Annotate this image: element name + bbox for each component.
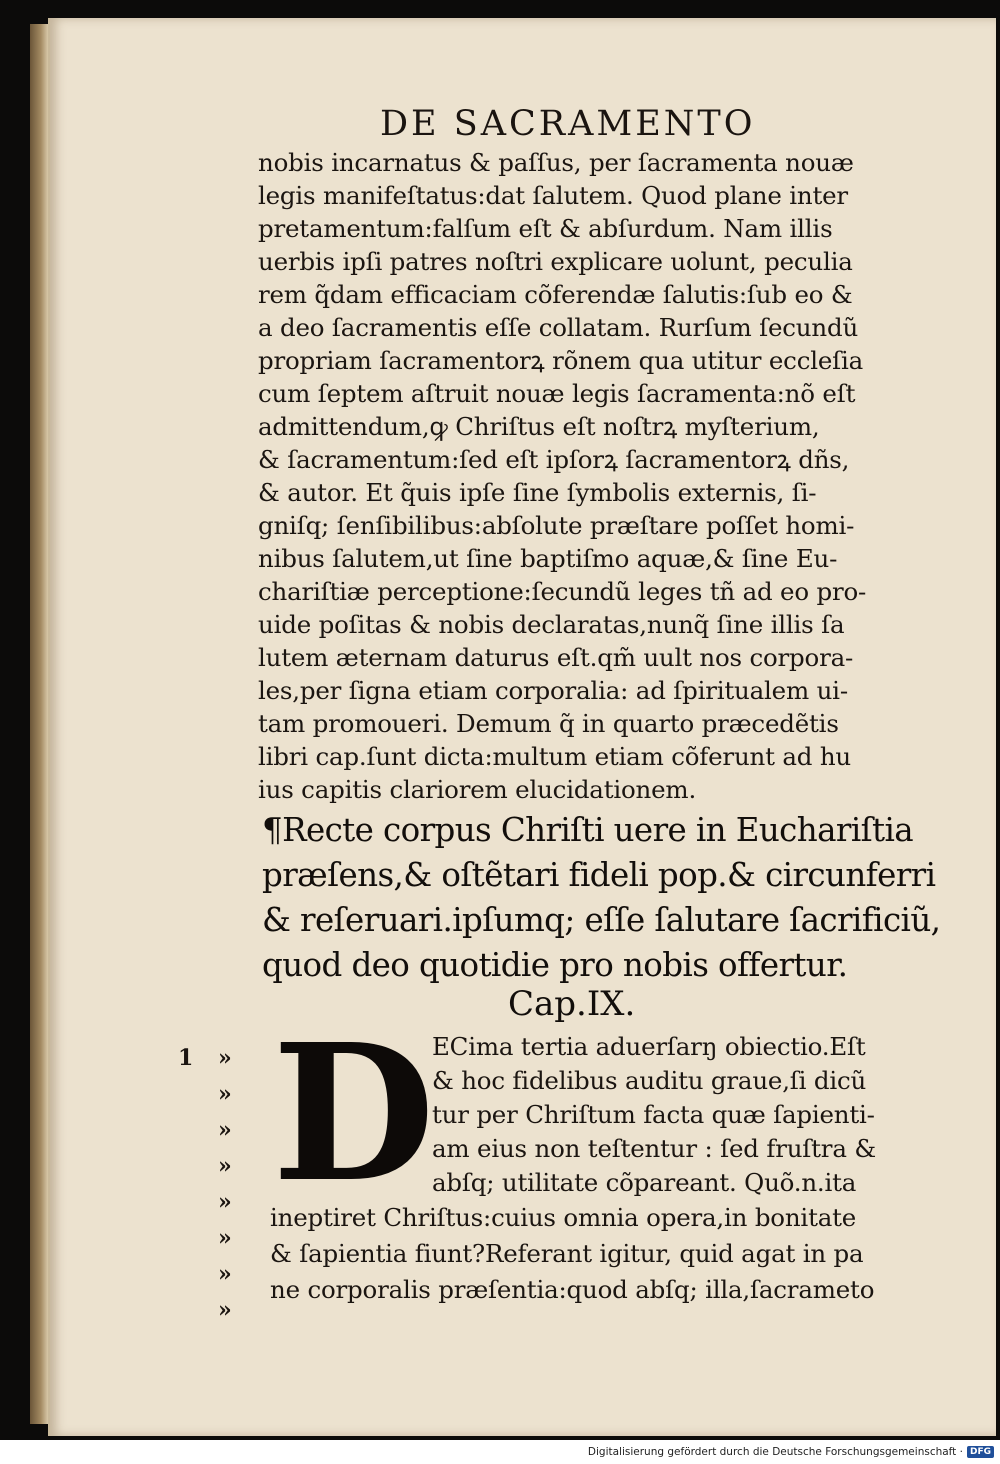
- text-line: abſq; utilitate cõpareant. Quõ.n.ita: [432, 1168, 857, 1197]
- text-line: tam promoueri. Demum q̃ in quarto præcedẽtis: [258, 709, 839, 738]
- text-line: les,per ſigna etiam corporalia: ad ſpiritualem ui-: [258, 676, 848, 705]
- text-line: propriam ſacramentorꝝ rõnem qua utitur eccleſia: [258, 346, 864, 375]
- text-line: lutem æternam daturus eſt.qm̃ uult nos corpora-: [258, 643, 854, 672]
- margin-mark: [178, 1040, 258, 1076]
- text-line: & autor. Et q̃uis ipſe ſine ſymbolis externis, ſi-: [258, 478, 817, 507]
- text-line: & hoc fidelibus auditu graue,ſi dicũ: [432, 1066, 867, 1095]
- margin-quote-marks: [178, 1040, 258, 1328]
- quote-mark: »: [218, 1261, 232, 1287]
- text-line: nibus ſalutem,ut ſine baptiſmo aquæ,& ſine Eu-: [258, 544, 838, 573]
- text-line: uide poſitas & nobis declaratas,nunq̃ ſine illis ſa: [258, 610, 845, 639]
- digitization-credit: [588, 1444, 994, 1460]
- text-line: cum ſeptem aſtruit nouæ legis ſacramenta:nõ eſt: [258, 379, 856, 408]
- text-line: pretamentum:falſum eſt & abſurdum. Nam illis: [258, 214, 833, 243]
- text-line: nobis incarnatus & paſſus, per ſacramenta nouæ: [258, 148, 854, 177]
- margin-number: 1: [178, 1045, 194, 1071]
- quote-mark: »: [218, 1189, 232, 1215]
- text-line: & ſacramentum:ſed eſt ipſorꝝ ſacramentorꝝ dñs,: [258, 445, 850, 474]
- text-line: admittendum,ꝙ Chriſtus eſt noſtrꝝ myſterium,: [258, 412, 820, 441]
- text-line: ECima tertia aduerſarŋ obiectio.Eſt: [432, 1032, 866, 1061]
- heading-line: ¶Recte corpus Chriſti uere in Euchariſtia: [262, 811, 914, 849]
- margin-mark: [178, 1184, 258, 1220]
- dfg-logo[interactable]: DFG: [967, 1446, 994, 1458]
- quote-mark: »: [218, 1117, 232, 1143]
- text-line: libri cap.ſunt dicta:multum etiam cõferunt ad hu: [258, 742, 851, 771]
- text-line: & ſapientia fiunt?Referant igitur, quid agat in pa: [270, 1239, 864, 1268]
- text-line: ius capitis clariorem elucidationem.: [258, 775, 697, 804]
- text-line: ne corporalis præſentia:quod abſq; illa,ſacrameto: [270, 1275, 875, 1304]
- quote-mark: »: [218, 1081, 232, 1107]
- decorated-initial: D: [272, 1003, 436, 1224]
- text-line: am eius non teſtentur : ſed fruſtra &: [432, 1134, 876, 1163]
- margin-mark: [178, 1220, 258, 1256]
- margin-mark: [178, 1076, 258, 1112]
- initial-text-block: [432, 1030, 952, 1200]
- text-line: uerbis ipſi patres noſtri explicare uolunt, peculia: [258, 247, 853, 276]
- text-line: ineptiret Chriſtus:cuius omnia opera,in bonitate: [270, 1203, 857, 1232]
- chapter-heading: [262, 808, 952, 988]
- running-head: DE SACRAMENTO: [380, 104, 756, 144]
- quote-mark: »: [218, 1153, 232, 1179]
- text-line: chariſtiæ perceptione:ſecundũ leges tñ ad eo pro-: [258, 577, 867, 606]
- margin-mark: [178, 1292, 258, 1328]
- text-line: gniſq; ſenſibilibus:abſolute præſtare poſſet homi-: [258, 511, 855, 540]
- text-line: tur per Chriſtum facta quæ ſapienti-: [432, 1100, 875, 1129]
- heading-line: quod deo quotidie pro nobis offertur.: [262, 946, 848, 984]
- heading-line: & reſeruari.ipſumq; eſſe ſalutare ſacrificiũ,: [262, 901, 941, 939]
- quote-mark: »: [218, 1225, 232, 1251]
- text-line: rem q̃dam efficaciam cõferendæ ſalutis:ſub eo &: [258, 280, 853, 309]
- credit-text: Digitalisierung gefördert durch die Deutsche Forschungsgemeinschaft ·: [587, 1446, 963, 1458]
- body-text: [258, 146, 948, 806]
- margin-mark: [178, 1256, 258, 1292]
- text-line: a deo ſacramentis eſſe collatam. Rurſum ſecundũ: [258, 313, 859, 342]
- page-edge: [30, 24, 48, 1424]
- quote-mark: »: [218, 1297, 232, 1323]
- chapter-number: Cap.IX.: [508, 984, 636, 1024]
- tail-text-block: [270, 1200, 960, 1308]
- quote-mark: »: [218, 1045, 232, 1071]
- margin-mark: [178, 1112, 258, 1148]
- margin-mark: [178, 1148, 258, 1184]
- heading-line: præſens,& oſtẽtari fideli pop.& circunferri: [262, 856, 936, 894]
- text-line: legis manifeſtatus:dat ſalutem. Quod plane inter: [258, 181, 848, 210]
